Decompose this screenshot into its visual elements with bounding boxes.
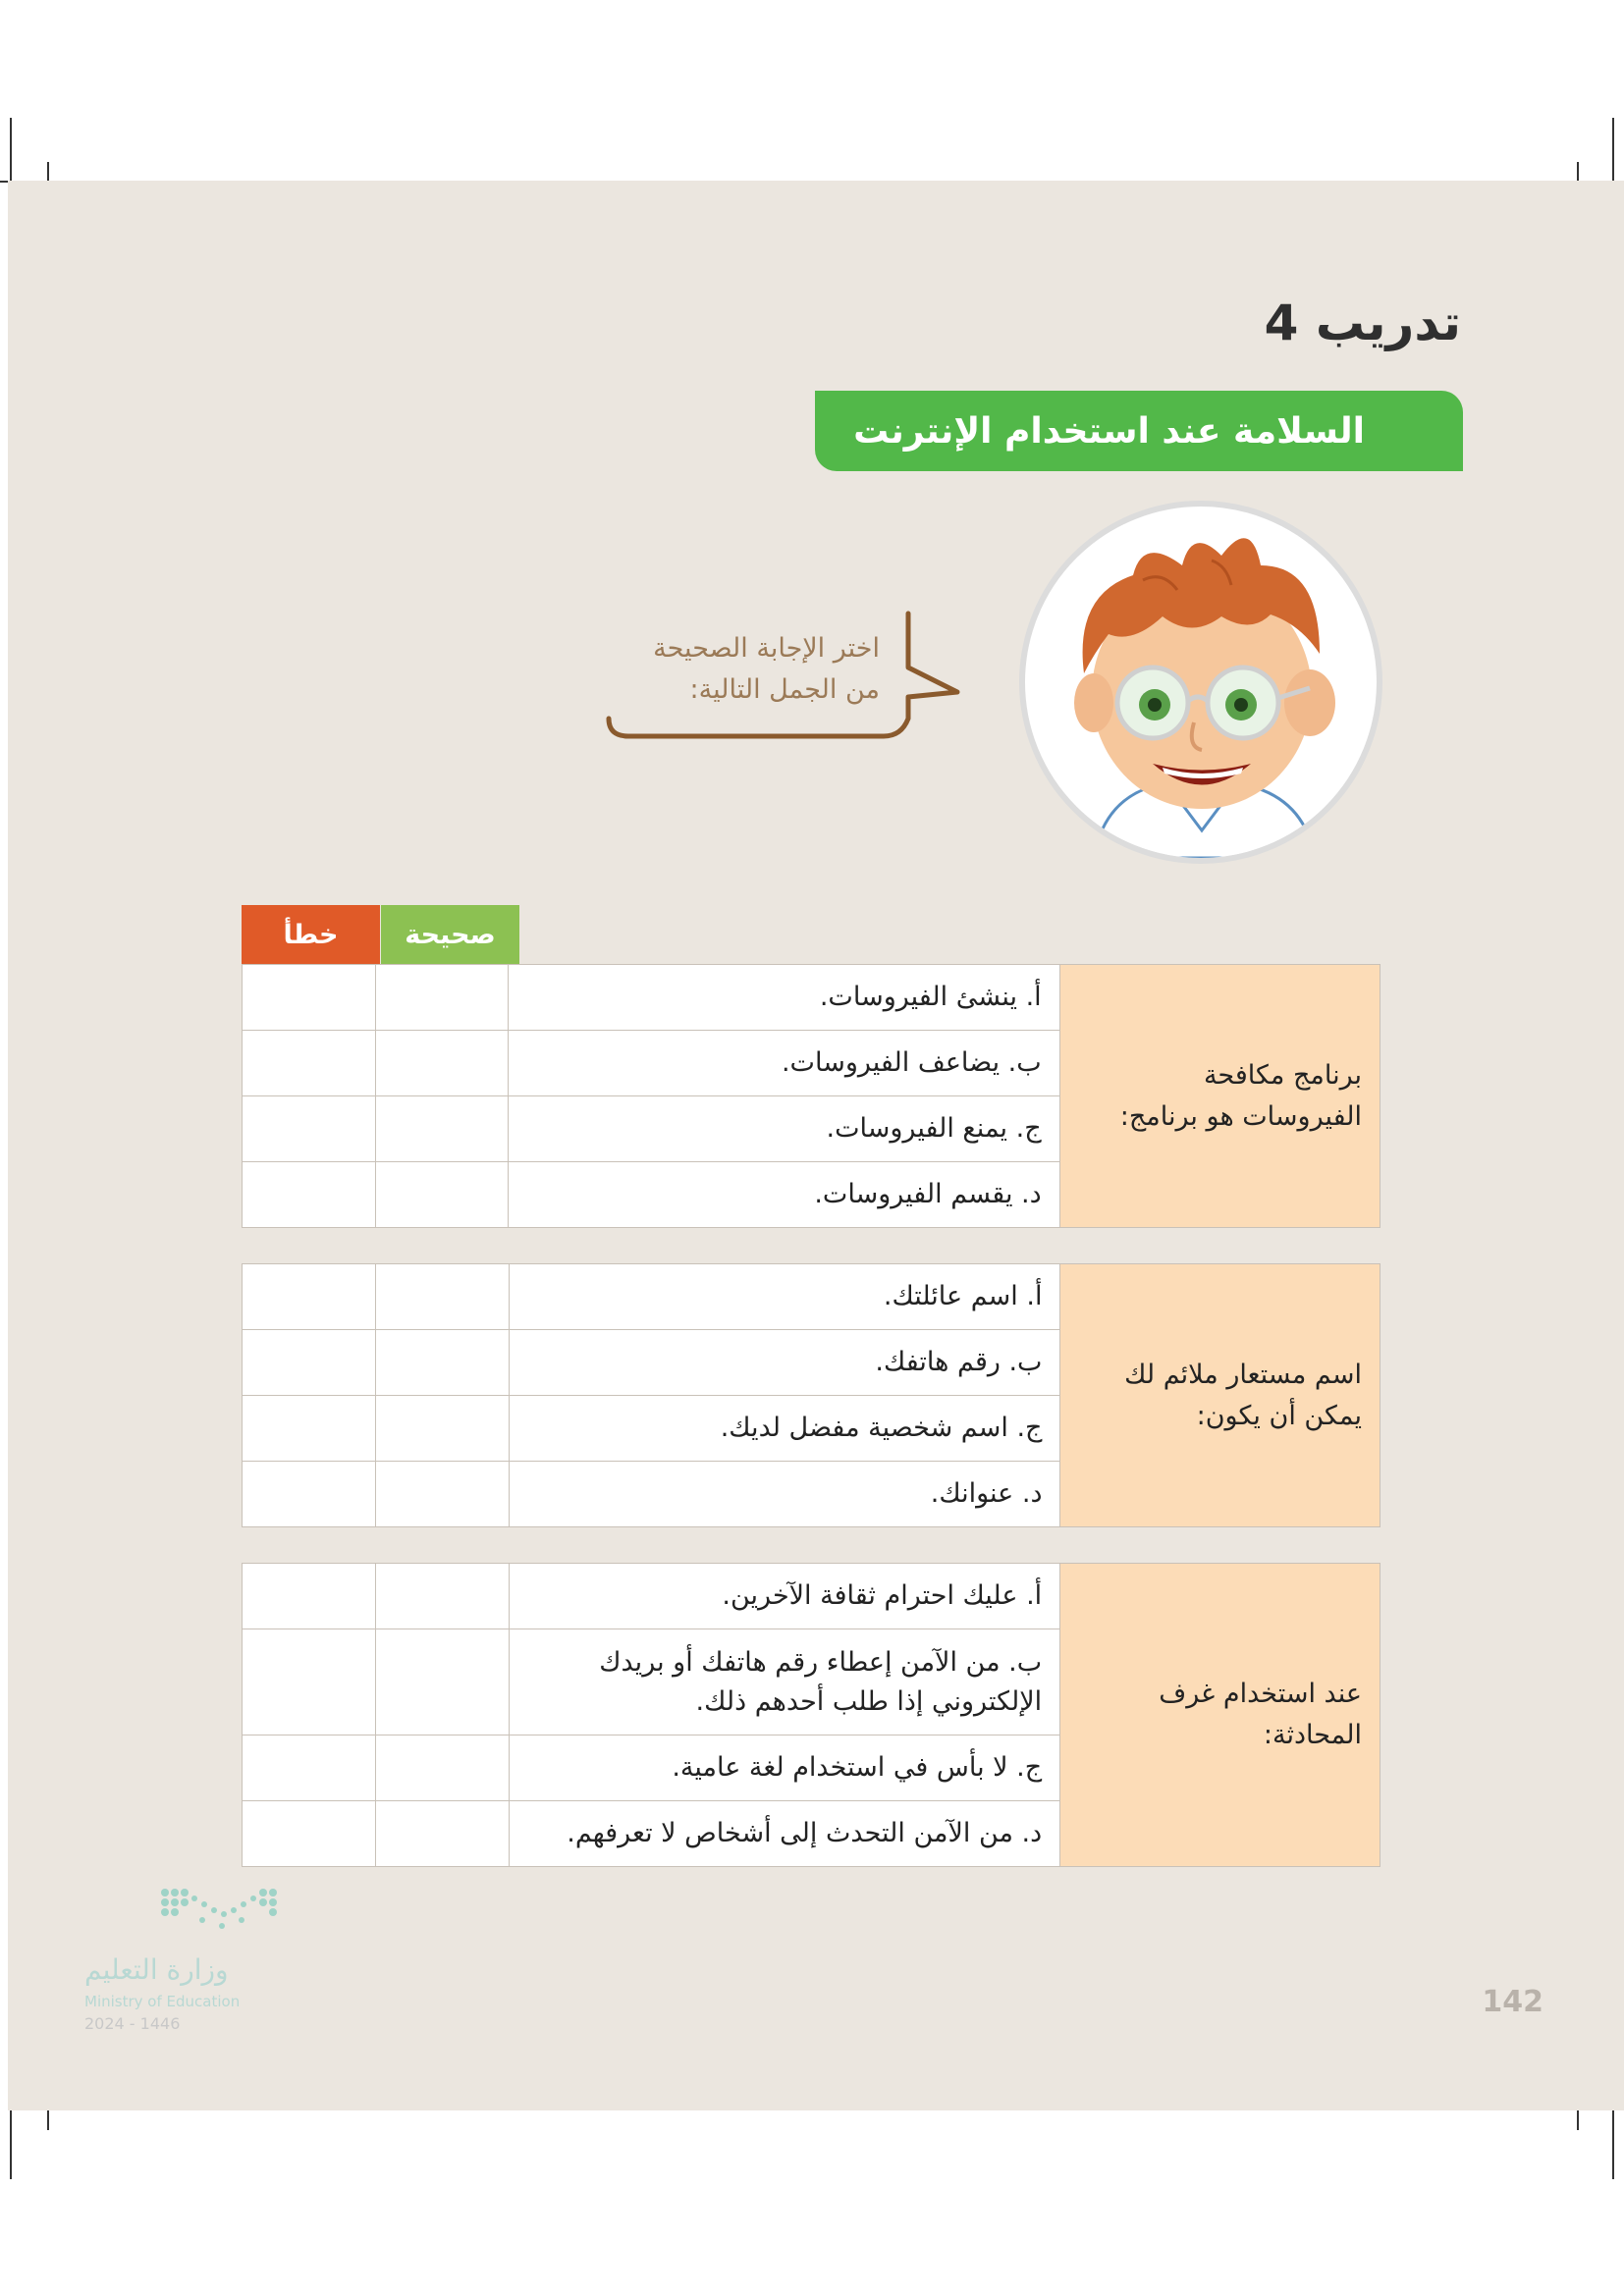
question-stem: برنامج مكافحة الفيروسات هو برنامج: <box>1059 965 1380 1228</box>
option-text: ج. لا بأس في استخدام لغة عامية. <box>509 1735 1059 1801</box>
column-header-wrong <box>242 905 380 964</box>
correct-checkbox[interactable] <box>376 1264 510 1330</box>
crop-mark <box>1612 118 1614 187</box>
crop-mark <box>10 2110 12 2179</box>
wrong-checkbox[interactable] <box>243 1162 376 1228</box>
option-text: ب. يضاعف الفيروسات. <box>509 1031 1059 1096</box>
correct-checkbox[interactable] <box>375 1031 509 1096</box>
question-stem: عند استخدام غرف المحادثة: <box>1060 1564 1380 1867</box>
wrong-label: خطأ <box>283 919 339 950</box>
correct-checkbox[interactable] <box>375 1162 509 1228</box>
correct-checkbox[interactable] <box>376 1396 510 1462</box>
correct-checkbox[interactable] <box>375 1096 509 1162</box>
ministry-name-ar: وزارة التعليم <box>84 1953 229 1986</box>
option-text: ج. يمنع الفيروسات. <box>509 1096 1059 1162</box>
correct-checkbox[interactable] <box>375 1735 509 1801</box>
option-text: د. من الآمن التحدث إلى أشخاص لا تعرفهم. <box>509 1801 1059 1867</box>
ministry-name-en: Ministry of Education <box>84 1993 241 2010</box>
column-header-correct <box>381 905 519 964</box>
correct-checkbox[interactable] <box>376 1330 510 1396</box>
wrong-checkbox[interactable] <box>243 1096 376 1162</box>
option-text: ب. من الآمن إعطاء رقم هاتفك أو بريدك الإلكتروني إذا طلب أحدهم ذلك. <box>509 1629 1059 1735</box>
correct-label: صحيحة <box>405 919 496 950</box>
wrong-checkbox[interactable] <box>243 1264 376 1330</box>
option-text: أ. عليك احترام ثقافة الآخرين. <box>509 1564 1059 1629</box>
correct-checkbox[interactable] <box>375 965 509 1031</box>
option-text: د. يقسم الفيروسات. <box>509 1162 1059 1228</box>
wrong-checkbox[interactable] <box>243 1801 376 1867</box>
correct-checkbox[interactable] <box>375 1564 509 1629</box>
option-text: ج. اسم شخصية مفضل لديك. <box>510 1396 1060 1462</box>
ministry-logo-icon <box>84 1885 281 1944</box>
option-text: أ. اسم عائلتك. <box>510 1264 1060 1330</box>
wrong-checkbox[interactable] <box>243 1564 376 1629</box>
question-table-2 <box>242 1263 1380 1527</box>
ministry-year: 2024 - 1446 <box>84 2014 181 2033</box>
wrong-checkbox[interactable] <box>243 1735 376 1801</box>
topic-title: السلامة عند استخدام الإنترنت <box>853 410 1365 452</box>
option-text: أ. ينشئ الفيروسات. <box>509 965 1059 1031</box>
question-stem: اسم مستعار ملائم لك يمكن أن يكون: <box>1060 1264 1380 1527</box>
instruction-line-2: من الجمل التالية: <box>689 674 880 705</box>
wrong-checkbox[interactable] <box>243 1330 376 1396</box>
wrong-checkbox[interactable] <box>243 1031 376 1096</box>
wrong-checkbox[interactable] <box>243 1462 376 1527</box>
crop-mark <box>1612 2110 1614 2179</box>
boy-character-illustration <box>1019 501 1382 864</box>
topic-banner <box>815 391 1463 471</box>
crop-mark <box>10 118 12 187</box>
correct-checkbox[interactable] <box>376 1462 510 1527</box>
question-table-3 <box>242 1563 1380 1867</box>
correct-checkbox[interactable] <box>375 1629 509 1735</box>
instruction-text <box>546 628 880 711</box>
question-table-1 <box>242 964 1380 1228</box>
wrong-checkbox[interactable] <box>243 1396 376 1462</box>
instruction-line-1: اختر الإجابة الصحيحة <box>653 633 880 664</box>
page-number: 142 <box>1482 1985 1543 2019</box>
correct-checkbox[interactable] <box>375 1801 509 1867</box>
option-text: د. عنوانك. <box>510 1462 1060 1527</box>
wrong-checkbox[interactable] <box>243 1629 376 1735</box>
option-text: ب. رقم هاتفك. <box>510 1330 1060 1396</box>
page-title: تدريب 4 <box>1264 294 1461 351</box>
wrong-checkbox[interactable] <box>243 965 376 1031</box>
